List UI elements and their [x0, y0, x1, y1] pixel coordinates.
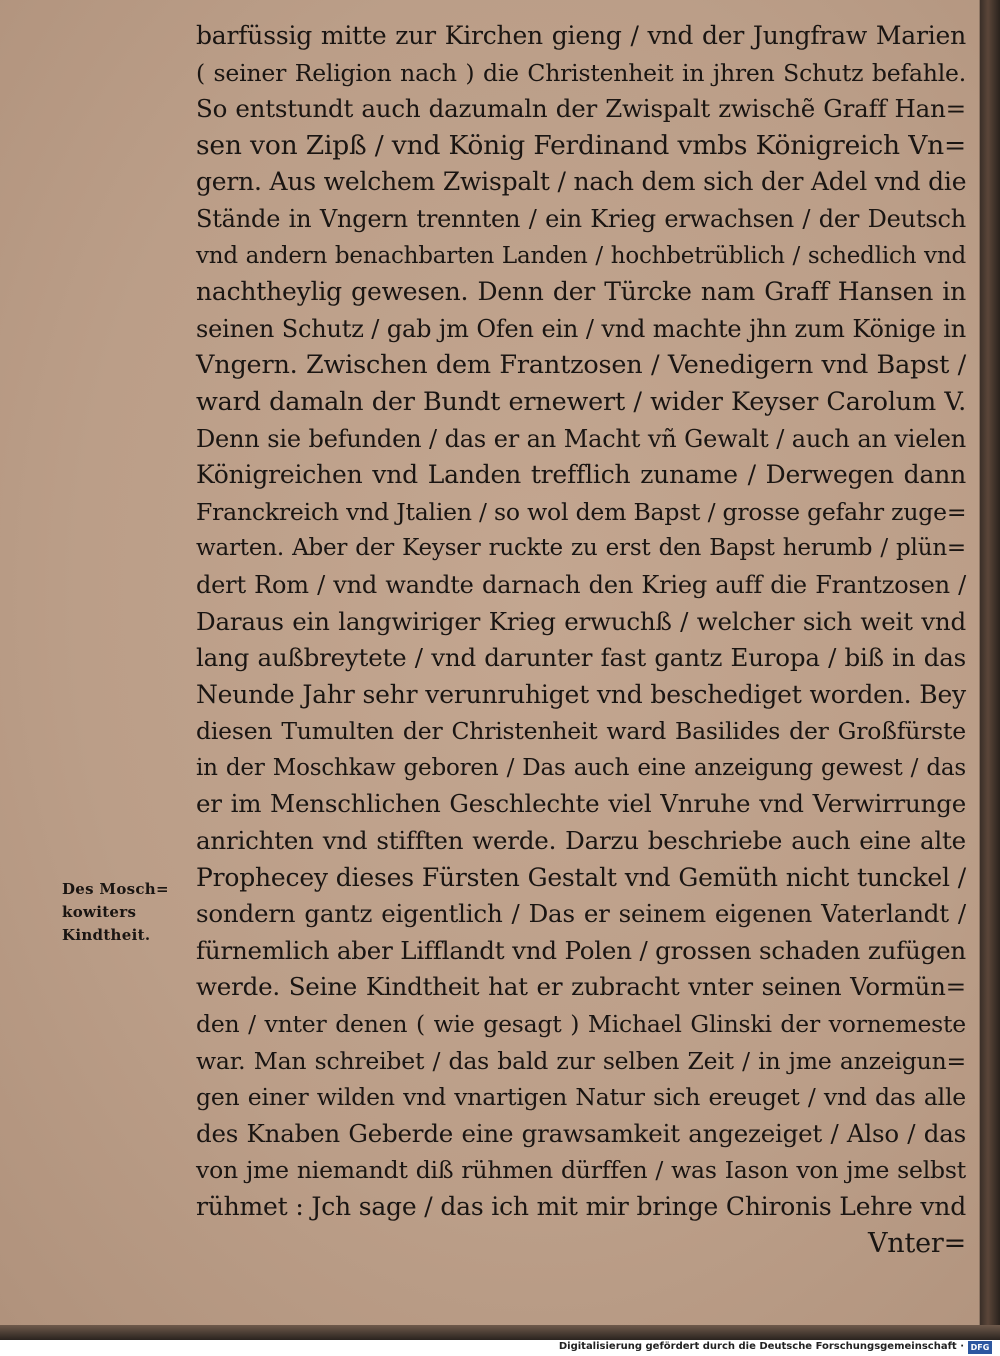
text-line: Königreichen vnd Landen trefflich zuname / Derwegen dann	[196, 460, 966, 490]
marginal-note-line: Kindtheit.	[62, 926, 151, 944]
text-line: fürnemlich aber Lifflandt vnd Polen / grossen schaden zufügen	[196, 935, 966, 965]
text-line: anrichten vnd stifften werde. Darzu beschriebe auch eine alte	[196, 826, 966, 856]
text-line: des Knaben Geberde eine grawsamkeit angezeiget / Also / das	[196, 1118, 966, 1148]
text-line: Vngern. Zwischen dem Frantzosen / Venedigern vnd Bapst /	[196, 350, 966, 381]
text-line: nachtheylig gewesen. Denn der Türcke nam Graff Hansen in	[196, 277, 966, 307]
text-line: Franckreich vnd Jtalien / so wol dem Bapst / grosse gefahr zuge=	[196, 497, 967, 526]
text-line: Denn sie befunden / das er an Macht vñ Gewalt / auch an vielen	[196, 424, 966, 453]
text-line: gern. Aus welchem Zwispalt / nach dem sich der Adel vnd die	[196, 167, 967, 197]
text-line: war. Man schreibet / das bald zur selben Zeit / in jme anzeigun=	[196, 1046, 966, 1075]
text-line: den / vnter denen ( wie gesagt ) Michael Glinski der vornemeste	[196, 1010, 966, 1039]
text-line: sondern gantz eigentlich / Das er seinem eigenen Vaterlandt /	[196, 899, 966, 929]
text-line: Daraus ein langwiriger Krieg erwuchß / welcher sich weit vnd	[196, 606, 966, 636]
text-line: Neunde Jahr sehr verunruhiget vnd beschediget worden. Bey	[196, 679, 966, 709]
catchword: Vnter=	[867, 1227, 966, 1259]
page-edge	[980, 0, 1000, 1340]
text-line: Prophecey dieses Fürsten Gestalt vnd Gemüth nicht tunckel /	[196, 862, 966, 892]
text-line: Stände in Vngern trennten / ein Krieg erwachsen / der Deutsch	[196, 204, 966, 233]
text-line: dert Rom / vnd wandte darnach den Krieg auff die Frantzosen /	[196, 570, 966, 599]
text-line: werde. Seine Kindtheit hat er zubracht vnter seinen Vormün=	[196, 972, 966, 1002]
text-line: ward damaln der Bundt ernewert / wider Keyser Carolum V.	[196, 386, 966, 417]
text-line: vnd andern benachbarten Landen / hochbetrüblich / schedlich vnd	[196, 242, 966, 269]
text-line: So entstundt auch dazumaln der Zwispalt zwischẽ Graff Han=	[196, 94, 966, 124]
funding-notice: Digitalisierung gefördert durch die Deutsche Forschungsgemeinschaft ·	[558, 1341, 964, 1352]
text-line: er im Menschlichen Geschlechte viel Vnruhe vnd Verwirrunge	[196, 789, 966, 819]
marginal-note-line: Des Mosch=	[62, 880, 169, 898]
text-line: gen einer wilden vnd vnartigen Natur sich ereuget / vnd das alle	[196, 1083, 966, 1112]
text-line: barfüssig mitte zur Kirchen gieng / vnd der Jungfraw Marien	[196, 21, 966, 50]
footer-bar	[0, 1340, 1000, 1356]
text-line: warten. Aber der Keyser ruckte zu erst den Bapst herumb / plün=	[196, 535, 966, 562]
text-line: lang außbreytete / vnd darunter fast gantz Europa / biß in das	[196, 643, 966, 673]
text-line: seinen Schutz / gab jm Ofen ein / vnd machte jhn zum Könige in	[196, 314, 966, 343]
marginal-note	[62, 878, 192, 947]
text-line: ( seiner Religion nach ) die Christenheit in jhren Schutz befahle.	[196, 58, 966, 87]
marginal-note-line: kowiters	[62, 903, 137, 921]
text-line: von jme niemandt diß rühmen dürffen / was Iason von jme selbst	[196, 1156, 966, 1185]
text-line: rühmet : Jch sage / das ich mit mir bringe Chironis Lehre vnd	[196, 1192, 966, 1221]
dfg-logo-icon: DFG	[968, 1341, 992, 1354]
text-line: sen von Zipß / vnd König Ferdinand vmbs Königreich Vn=	[196, 129, 966, 161]
text-line: in der Moschkaw geboren / Das auch eine anzeigung gewest / das	[196, 754, 966, 781]
page-bottom-edge	[0, 1325, 1000, 1340]
text-line: diesen Tumulten der Christenheit ward Basilides der Großfürste	[196, 717, 966, 746]
body-text	[196, 18, 966, 1262]
